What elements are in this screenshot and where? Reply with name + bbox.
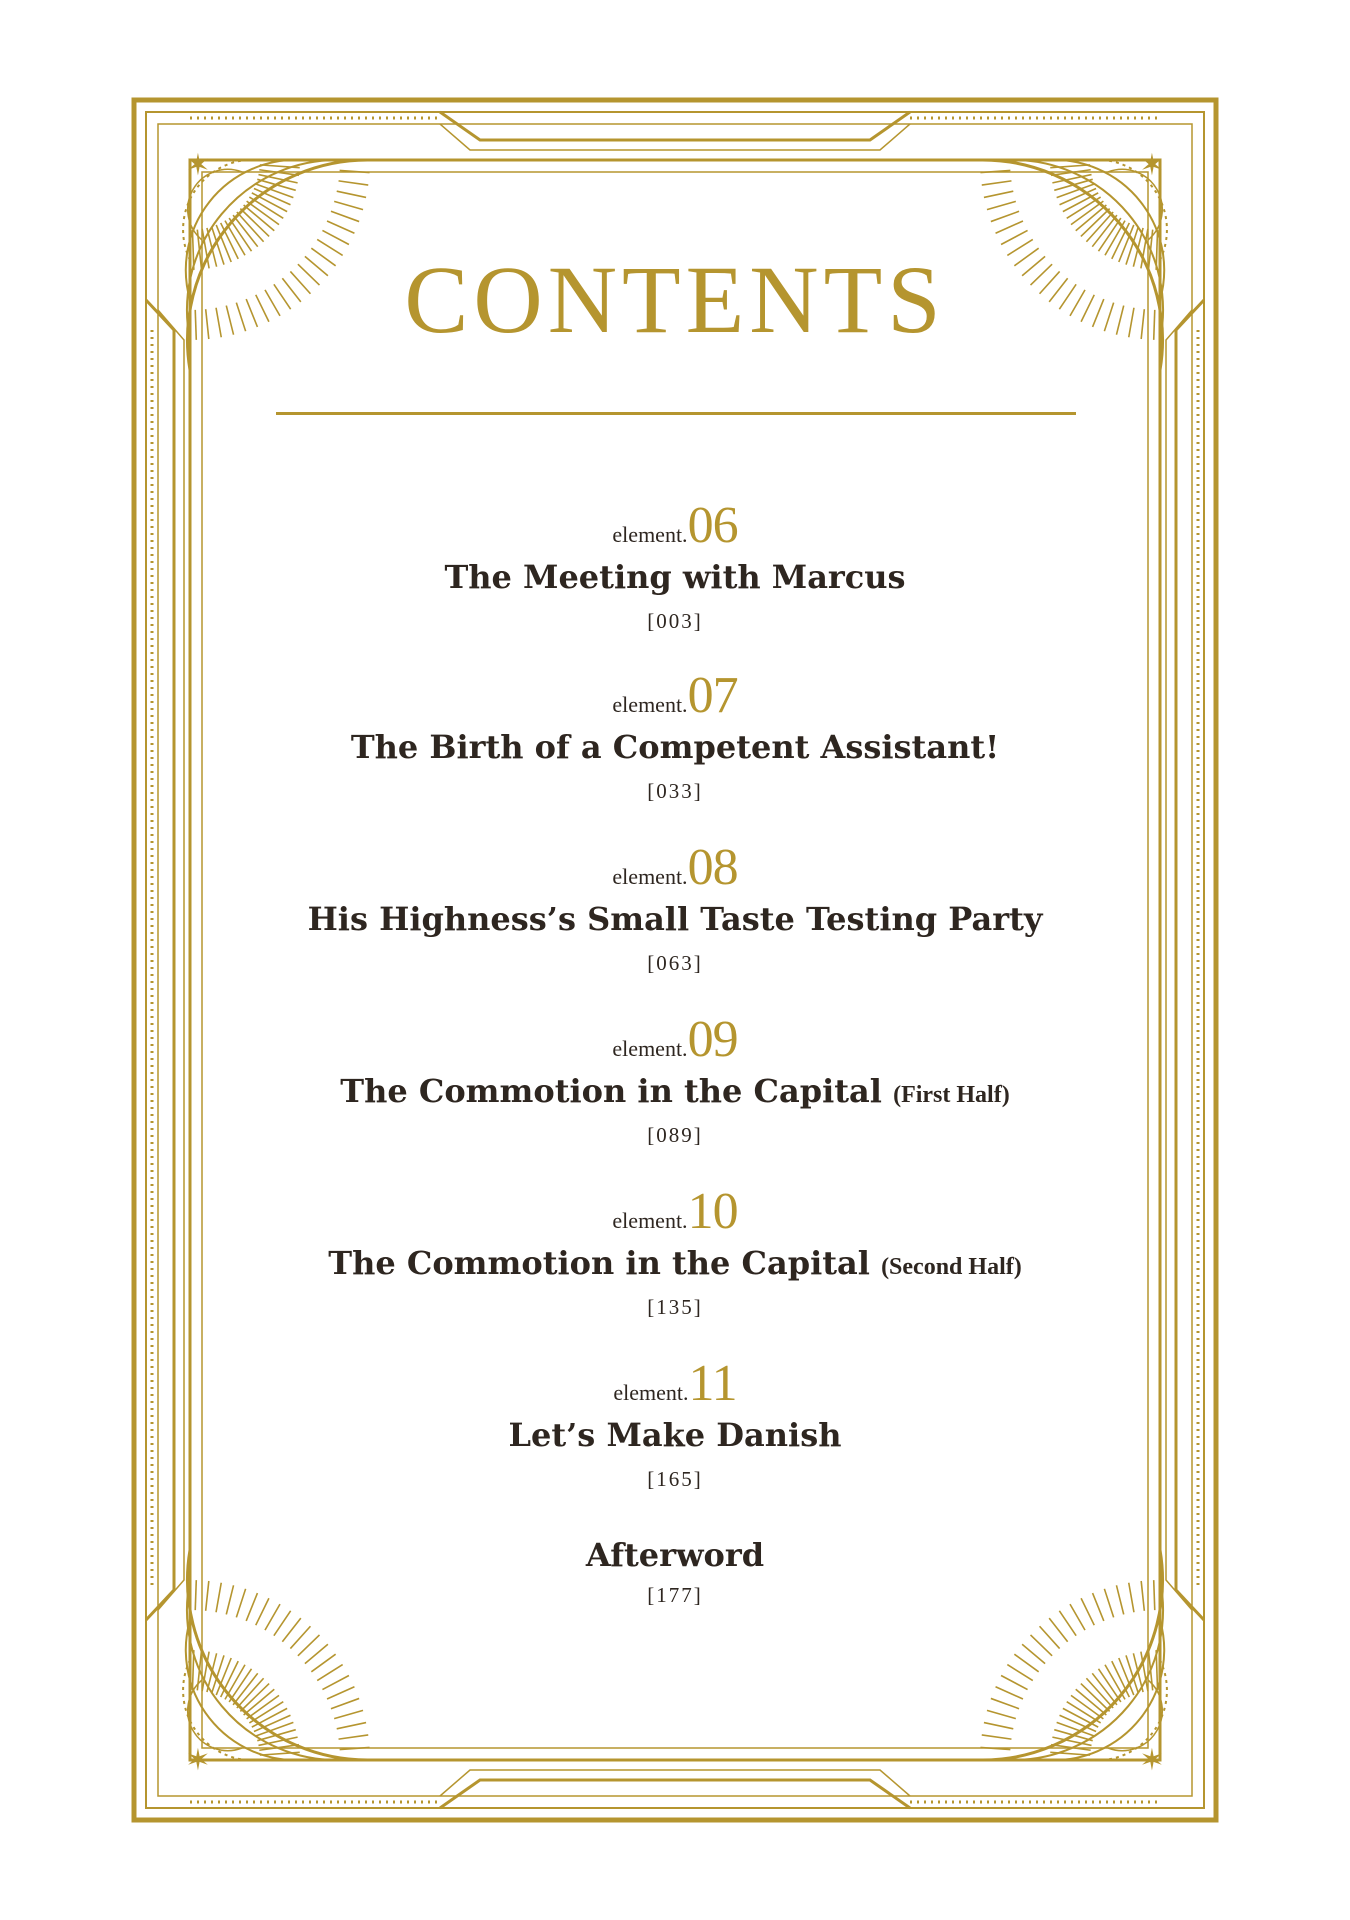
element-number: 09 xyxy=(687,1011,738,1068)
page-number: [033] xyxy=(647,779,703,803)
element-label: element.07 xyxy=(612,667,738,724)
toc-entry-afterword[interactable] xyxy=(0,1530,1350,1610)
chapter-title: Let’s Make Danish xyxy=(508,1416,842,1454)
toc-entry[interactable] xyxy=(0,839,1350,978)
page-title: CONTENTS xyxy=(404,246,946,353)
element-number: 11 xyxy=(688,1355,737,1412)
page-number: [089] xyxy=(647,1123,703,1147)
afterword-title: Afterword xyxy=(585,1536,765,1574)
element-number: 07 xyxy=(687,667,738,724)
element-number: 06 xyxy=(687,497,738,554)
toc-entry[interactable] xyxy=(0,497,1350,636)
svg-text:✶: ✶ xyxy=(185,1743,211,1778)
element-label: element.11 xyxy=(613,1355,737,1412)
svg-text:✶: ✶ xyxy=(1139,1743,1165,1778)
chapter-title: The Commotion in the Capital (First Half) xyxy=(340,1072,1010,1110)
element-number: 10 xyxy=(687,1183,738,1240)
element-number: 08 xyxy=(687,839,738,896)
chapter-title: The Meeting with Marcus xyxy=(444,558,906,596)
page-number: [177] xyxy=(647,1583,703,1607)
toc-entry[interactable] xyxy=(0,1011,1350,1150)
chapter-title: The Birth of a Competent Assistant! xyxy=(350,728,1000,766)
chapter-subtitle: (First Half) xyxy=(893,1082,1010,1108)
element-label: element.08 xyxy=(612,839,738,896)
page-number: [165] xyxy=(647,1467,703,1491)
page-number: [135] xyxy=(647,1295,703,1319)
toc-entry[interactable] xyxy=(0,1183,1350,1322)
toc-entry[interactable] xyxy=(0,1355,1350,1494)
svg-text:✶: ✶ xyxy=(1139,148,1165,183)
page-number: [003] xyxy=(647,609,703,633)
chapter-title: The Commotion in the Capital (Second Half) xyxy=(328,1244,1022,1282)
chapter-title: His Highness’s Small Taste Testing Party xyxy=(307,900,1043,938)
element-label: element.10 xyxy=(612,1183,738,1240)
element-label: element.06 xyxy=(612,497,738,554)
page-number: [063] xyxy=(647,951,703,975)
chapter-subtitle: (Second Half) xyxy=(881,1254,1022,1280)
element-label: element.09 xyxy=(612,1011,738,1068)
svg-text:✶: ✶ xyxy=(185,148,211,183)
toc-entry[interactable] xyxy=(0,667,1350,806)
